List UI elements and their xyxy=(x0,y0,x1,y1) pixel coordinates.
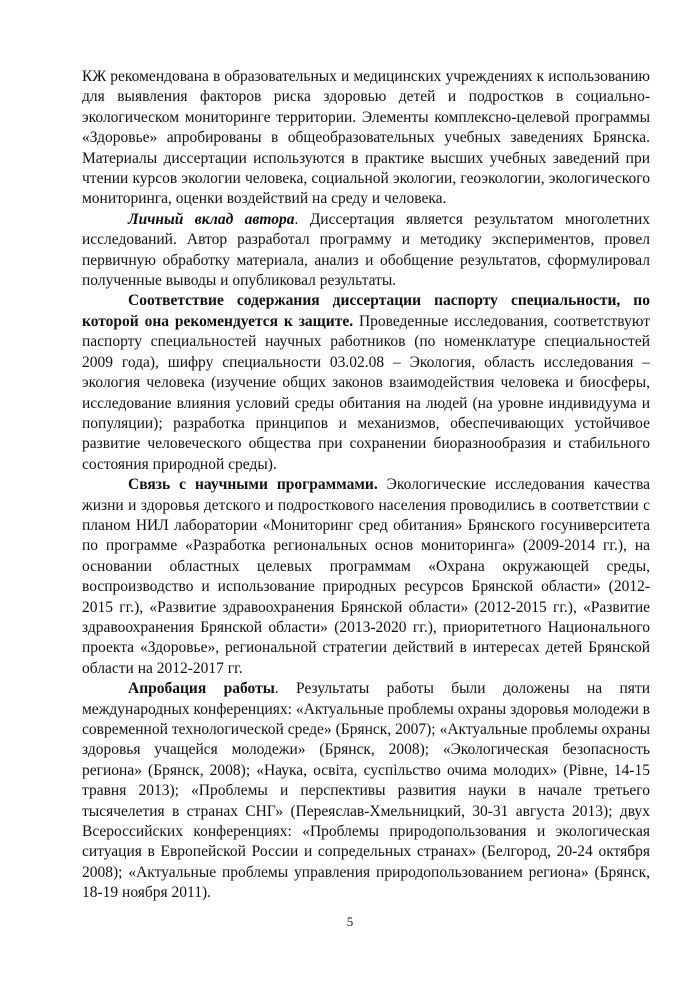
paragraph-text: КЖ рекомендована в образовательных и медицинских учреждениях к использованию для выявления факторов риска здоровью детей и подростков в социально-экологическом мониторинге территории. Элементы комплексно-целевой программы «Здоровье» апробированы в общеобразовательных учебных заведениях Брянска. Материалы диссертации используются в практике высших учебных заведений при чтении курсов экологии человека, социальной экологии, геоэкологии, экологического мониторинга, оценки воздействий на среду и человека. xyxy=(82,68,650,208)
paragraph-personal-contribution xyxy=(82,210,650,292)
paragraph-heading: Связь с научными программами. xyxy=(128,476,378,494)
paragraph-research-programs xyxy=(82,475,650,679)
paragraph-specialty-passport xyxy=(82,291,650,475)
paragraph-heading: Соответствие содержания диссертации паспорту специальности, по которой она рекомендуется к защите. xyxy=(82,292,650,330)
paragraph-heading: Личный вклад автора xyxy=(128,210,295,228)
paragraph-approbation xyxy=(82,679,650,903)
paragraph-text: . Диссертация является результатом многолетних исследований. Автор разработал программу и методику экспериментов, провел первичную обработку материала, анализ и обобщение результатов, сформулировал полученные выводы и опубликовал результаты. xyxy=(82,210,650,290)
page-number: 5 xyxy=(346,914,354,929)
paragraph-implementation xyxy=(82,67,650,210)
body-text xyxy=(82,67,650,904)
paragraph-text: . Результаты работы были доложены на пяти международных конференциях: «Актуальные проблемы охраны здоровья молодежи в современной технологической среде» (Брянск, 2007); «Актуальные проблемы охраны здоровья учащейся молодежи» (Брянск, 2008); «Экологическая безопасность региона» (Брянск, 2008); «Наука, освіта, суспільство очима молодих» (Рівне, 14-15 травня 2013); «Проблемы и перспективы развития науки в начале третьего тысячелетия в странах СНГ» (Переяслав-Хмельницкий, 30-31 августа 2013); двух Всероссийских конференциях: «Проблемы природопользования и экологическая ситуация в Европейской России и сопредельных странах» (Белгород, 20-24 октября 2008); «Актуальные проблемы управления природопользованием региона» (Брянск, 18-19 ноября 2011). xyxy=(82,680,650,902)
paragraph-heading: Апробация работы xyxy=(128,680,275,698)
paragraph-text: Экологические исследования качества жизни и здоровья детского и подросткового населения проводились в соответствии с планом НИЛ лаборатории «Мониторинг сред обитания» Брянского госуниверситета по программе «Разработка региональных основ мониторинга» (2009-2014 гг.), на основании областных целевых программам «Охрана окружающей среды, воспроизводство и использование природных ресурсов Брянской области» (2012-2015 гг.), «Развитие здравоохранения Брянской области» (2012-2015 гг.), «Развитие здравоохранения Брянской области» (2013-2020 гг.), приоритетного Национального проекта «Здоровье», региональной стратегии действий в интересах детей Брянской области на 2012-2017 гг. xyxy=(82,476,650,677)
paragraph-text: Проведенные исследования, соответствуют паспорту специальностей научных работников (по номенклатуре специальностей 2009 года), шифру специальности 03.02.08 – Экология, область исследования – экология человека (изучение общих законов взаимодействия человека и биосферы, исследование влияния условий среды обитания на людей (на уровне индивидуума и популяции); разработка принципов и механизмов, обеспечивающих устойчивое развитие человеческого общества при сохранении биоразнообразия и стабильного состояния природной среды). xyxy=(82,312,650,473)
